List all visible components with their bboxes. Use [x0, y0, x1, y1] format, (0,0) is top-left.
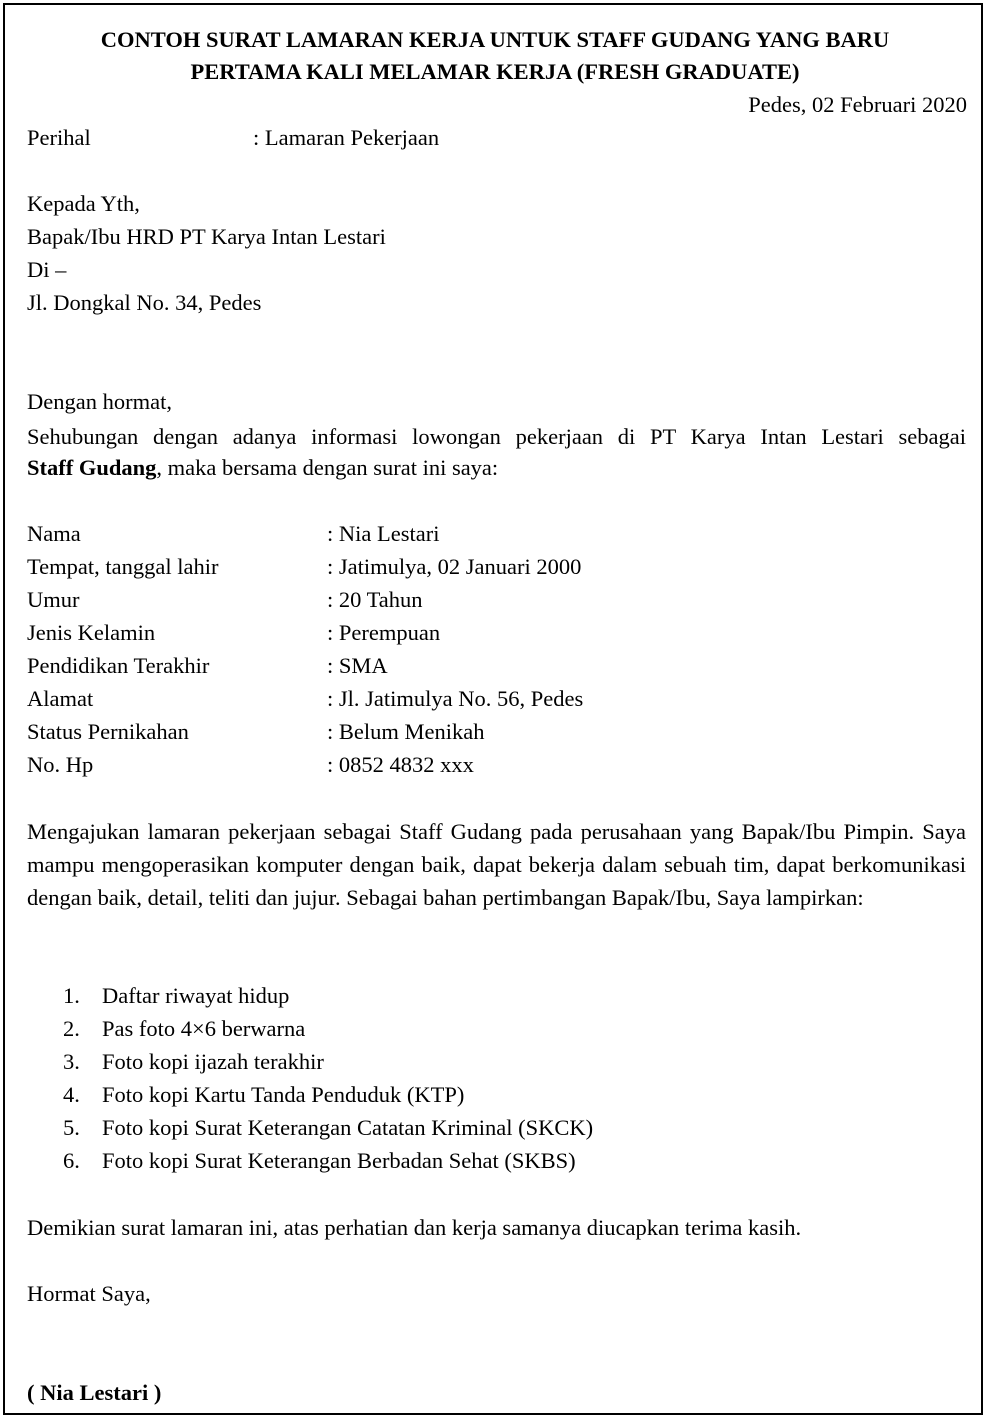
applicant-value: : Belum Menikah	[327, 719, 485, 744]
closing-statement: Demikian surat lamaran ini, atas perhatian dan kerja samanya diucapkan terima kasih.	[27, 1215, 802, 1240]
applicant-value: : Perempuan	[327, 620, 441, 645]
attachment-item: Foto kopi Surat Keterangan Berbadan Sehat (SKBS)	[102, 1148, 576, 1173]
greeting: Dengan hormat,	[27, 389, 172, 414]
recipient-line-1: Kepada Yth,	[27, 191, 140, 216]
attachment-item: Foto kopi Surat Keterangan Catatan Kriminal (SKCK)	[102, 1115, 594, 1140]
letter-date: Pedes, 02 Februari 2020	[748, 92, 967, 117]
body-paragraph: Mengajukan lamaran pekerjaan sebagai Staff Gudang pada perusahaan yang Bapak/Ibu Pimpin. Saya mampu mengoperasikan komputer dengan baik, dapat bekerja dalam sebuah tim, dapat berkomunikasi dengan baik, detail, teliti dan jujur. Sebagai bahan pertimbangan Bapak/Ibu, Saya lampirkan:	[27, 819, 966, 910]
applicant-label: Umur	[27, 587, 80, 612]
applicant-label: Tempat, tanggal lahir	[27, 554, 219, 579]
intro-sentence: Sehubungan dengan adanya informasi lowongan pekerjaan di PT Karya Intan Lestari sebagai	[27, 424, 966, 449]
subject-value: : Lamaran Pekerjaan	[253, 125, 440, 150]
closing-regards: Hormat Saya,	[27, 1281, 151, 1306]
attachment-item: Foto kopi Kartu Tanda Penduduk (KTP)	[102, 1082, 465, 1107]
applicant-value: : 0852 4832 xxx	[327, 752, 474, 777]
letter-title-line-1: CONTOH SURAT LAMARAN KERJA UNTUK STAFF GUDANG YANG BARU	[100, 27, 890, 52]
letter-title-line-2: PERTAMA KALI MELAMAR KERJA (FRESH GRADUATE)	[190, 59, 800, 84]
applicant-label: No. Hp	[27, 752, 94, 777]
attachment-number: 4.	[63, 1082, 80, 1107]
recipient-line-4: Jl. Dongkal No. 34, Pedes	[27, 290, 262, 315]
recipient-line-2: Bapak/Ibu HRD PT Karya Intan Lestari	[27, 224, 386, 249]
signature-name: ( Nia Lestari )	[27, 1380, 162, 1405]
applicant-label: Alamat	[27, 686, 94, 711]
attachment-number: 5.	[63, 1115, 80, 1140]
applicant-value: : 20 Tahun	[327, 587, 423, 612]
attachment-number: 6.	[63, 1148, 80, 1173]
recipient-line-3: Di –	[27, 257, 67, 282]
subject-label: Perihal	[27, 125, 91, 150]
applicant-value: : Jl. Jatimulya No. 56, Pedes	[327, 686, 584, 711]
position-name: Staff Gudang	[27, 455, 157, 480]
attachment-item: Pas foto 4×6 berwarna	[102, 1016, 306, 1041]
applicant-value: : Jatimulya, 02 Januari 2000	[327, 554, 582, 579]
applicant-label: Jenis Kelamin	[27, 620, 156, 645]
applicant-value: : Nia Lestari	[327, 521, 440, 546]
attachment-number: 3.	[63, 1049, 80, 1074]
attachment-item: Foto kopi ijazah terakhir	[102, 1049, 324, 1074]
applicant-label: Nama	[27, 521, 81, 546]
applicant-label: Status Pernikahan	[27, 719, 189, 744]
intro-continuation	[27, 453, 498, 483]
attachment-item: Daftar riwayat hidup	[102, 983, 290, 1008]
applicant-value: : SMA	[327, 653, 388, 678]
attachment-number: 2.	[63, 1016, 80, 1041]
applicant-label: Pendidikan Terakhir	[27, 653, 210, 678]
attachment-number: 1.	[63, 983, 80, 1008]
intro-end: , maka bersama dengan surat ini saya:	[156, 455, 499, 480]
